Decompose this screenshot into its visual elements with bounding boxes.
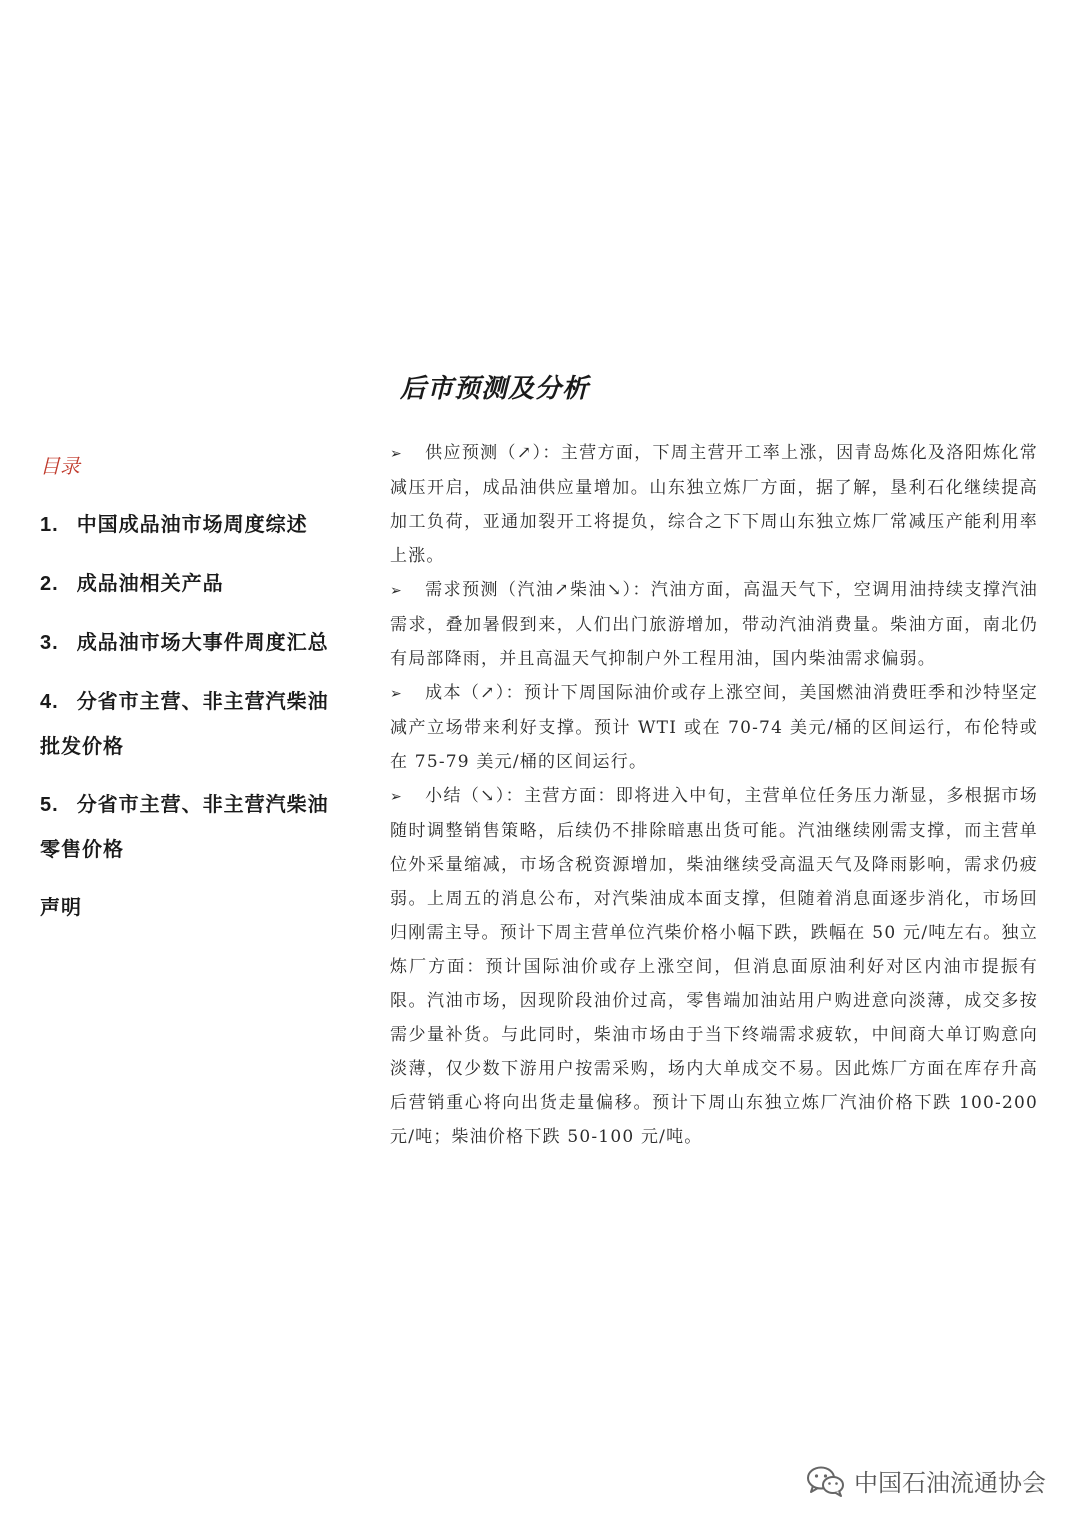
toc-item-label: 中国成品油市场周度综述 [76,512,308,536]
paragraph-demand [390,573,1038,676]
toc-item-number: 1. [40,514,59,536]
toc-item-1[interactable] [40,502,330,547]
toc-item-label: 分省市主营、非主营汽柴油批发价格 [40,689,329,758]
watermark [806,1463,1046,1498]
toc-item-label: 成品油市场大事件周度汇总 [76,630,329,654]
wechat-icon [806,1465,846,1497]
toc-item-number: 2. [40,573,59,595]
table-of-contents [40,450,330,943]
toc-item-label: 声明 [40,895,82,919]
arrow-bullet-icon: ➢ [390,583,403,599]
toc-item-2[interactable] [40,561,330,606]
toc-item-disclaimer[interactable] [40,885,330,929]
toc-item-label: 成品油相关产品 [76,571,224,595]
paragraph-text: 小结（↘）：主营方面：即将进入中旬，主营单位任务压力渐显，多根据市场随时调整销售策略，后续仍不排除暗惠出货可能。汽油继续刚需支撑，而主营单位外采量缩减，市场含税资源增加，柴油继续受高温天气及降雨影响，需求仍疲弱。上周五的消息公布，对汽柴油成本面支撑，但随着消息面逐步消化，市场回归刚需主导。预计下周主营单位汽柴价格小幅下跌，跌幅在 50 元/吨左右。独立炼厂方面：预计国际油价或存上涨空间，但消息面原油利好对区内油市提振有限。汽油市场，因现阶段油价过高，零售端加油站用户购进意向淡薄，成交多按需少量补货。与此同时，柴油市场由于当下终端需求疲软，中间商大单订购意向淡薄，仅少数下游用户按需采购，场内大单成交不易。因此炼厂方面在库存升高后营销重心将向出货走量偏移。预计下周山东独立炼厂汽油价格下跌 100-200 元/吨；柴油价格下跌 50-100 元/吨。 [390,786,1038,1147]
toc-item-number: 4. [40,691,59,713]
paragraph-text: 需求预测（汽油↗柴油↘）：汽油方面，高温天气下，空调用油持续支撑汽油需求，叠加暑假到来，人们出门旅游增加，带动汽油消费量。柴油方面，南北仍有局部降雨，并且高温天气抑制户外工程用油，国内柴油需求偏弱。 [390,580,1038,669]
toc-item-number: 3. [40,632,59,654]
toc-item-number: 5. [40,794,59,816]
paragraph-supply [390,436,1038,573]
toc-item-label: 分省市主营、非主营汽柴油零售价格 [40,792,329,861]
watermark-text: 中国石油流通协会 [854,1469,1046,1497]
toc-item-3[interactable] [40,620,330,665]
analysis-content [390,436,1038,1154]
paragraph-summary [390,779,1038,1154]
arrow-bullet-icon: ➢ [390,789,403,805]
arrow-bullet-icon: ➢ [390,446,403,462]
toc-item-4[interactable] [40,679,330,768]
paragraph-text: 成本（↗）：预计下周国际油价或存上涨空间，美国燃油消费旺季和沙特坚定减产立场带来利好支撑。预计 WTI 或在 70-74 美元/桶的区间运行，布伦特或在 75-79 美元/桶的区间运行。 [390,683,1038,772]
paragraph-cost [390,676,1038,779]
toc-item-5[interactable] [40,782,330,871]
toc-heading: 目录 [40,454,80,478]
page-title: 后市预测及分析 [400,374,590,404]
paragraph-text: 供应预测（↗）：主营方面，下周主营开工率上涨，因青岛炼化及洛阳炼化常减压开启，成品油供应量增加。山东独立炼厂方面，据了解，垦利石化继续提高加工负荷，亚通加裂开工将提负，综合之下下周山东独立炼厂常减压产能利用率上涨。 [390,443,1038,566]
arrow-bullet-icon: ➢ [390,686,403,702]
